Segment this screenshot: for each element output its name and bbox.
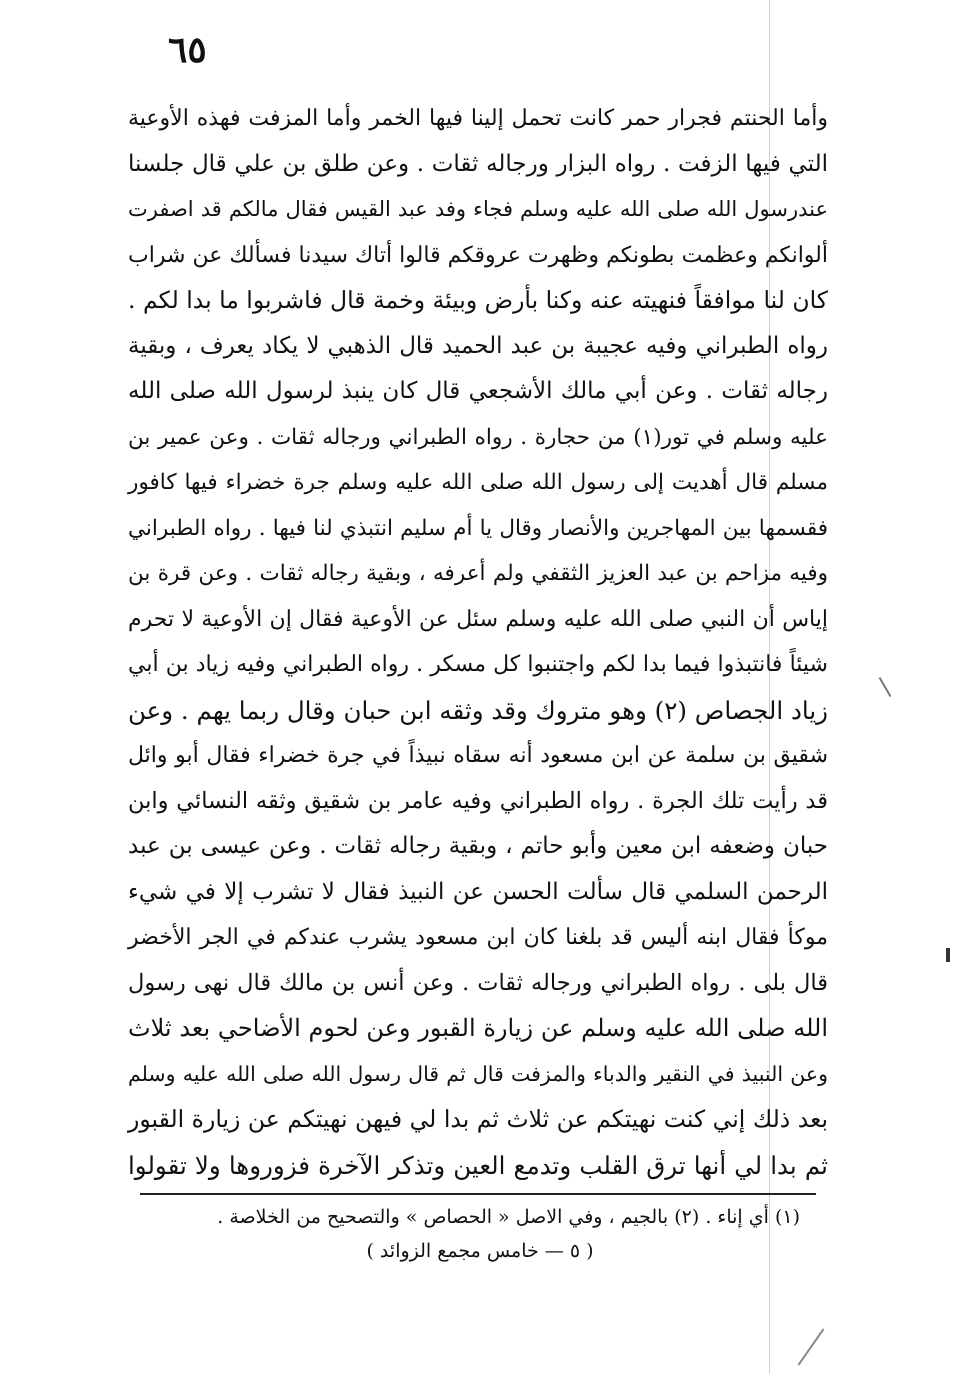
footnote: (١) أي إناء . (٢) بالجيم ، وفي الاصل « الحصاص » والتصحيح من الخلاصة . [217, 1206, 800, 1228]
text-line: عليه وسلم في تور(١) من حجارة . رواه الطبراني ورجاله ثقات . وعن عمير بن [128, 424, 828, 450]
text-line: كان لنا موافقاً فنهيته عنه وكنا بأرض وبيئة وخمة قال فاشربوا ما بدا لكم . [128, 286, 828, 314]
text-line: الرحمن السلمي قال سألت الحسن عن النبيذ فقال لا تشرب إلا في شيء [128, 878, 828, 905]
text-line: شقيق بن سلمة عن ابن مسعود أنه سقاه نبيذاً في جرة خضراء فقال أبو وائل [128, 743, 828, 768]
scan-artifact [879, 677, 892, 697]
text-line: ثم بدا لي أنها ترق القلب وتدمع العين وتذكر الآخرة فزوروها ولا تقولوا [128, 1150, 828, 1180]
text-line: التي فيها الزفت . رواه البزار ورجاله ثقات . وعن طلق بن علي قال جلسنا [128, 150, 828, 177]
scan-artifact [946, 948, 950, 962]
text-line: ألوانكم وعظمت بطونكم وظهرت عروقكم قالوا أتاك سيدنا فسألك عن شراب [128, 242, 828, 268]
text-line: الله صلى الله عليه وسلم عن زيارة القبور وعن لحوم الأضاحي بعد ثلاث [128, 1014, 828, 1042]
text-line: فقسمها بين المهاجرين والأنصار وقال يا أم سليم انتبذي لنا فيها . رواه الطبراني [128, 515, 828, 541]
text-line: بعد ذلك إني كنت نهيتكم عن ثلاث ثم بدا لي فيهن نهيتكم عن زيارة القبور [128, 1105, 828, 1133]
text-line: موكأ فقال ابنه أليس قد بلغنا كان ابن مسعود يشرب عندكم في الجر الأخضر [128, 925, 828, 950]
text-line: شيئاً فانتبذوا فيما بدا لكم واجتنبوا كل مسكر . رواه الطبراني وفيه زياد بن أبي [128, 652, 828, 677]
text-line: وعن النبيذ في النقير والدباء والمزفت قال ثم قال رسول الله صلى الله عليه وسلم [128, 1061, 828, 1086]
text-line: قد رأيت تلك الجرة . رواه الطبراني وفيه عامر بن شقيق وثقه النسائي وابن [128, 787, 828, 814]
page-number: ٦٥ [168, 29, 207, 71]
printer-signature: ( ٥ — خامس مجمع الزوائد ) [366, 1240, 594, 1262]
text-line: قال بلى . رواه الطبراني ورجاله ثقات . وعن أنس بن مالك قال نهى رسول [128, 969, 828, 996]
text-line: عندرسول الله صلى الله عليه وسلم فجاء وفد عبد القيس فقال مالكم قد اصفرت [128, 197, 828, 221]
text-line: إياس أن النبي صلى الله عليه وسلم سئل عن الأوعية فقال إن الأوعية لا تحرم [128, 606, 828, 632]
text-line: مسلم قال أهديت إلى رسول الله صلى الله عليه وسلم جرة خضراء فيها كافور [128, 470, 828, 495]
text-line: وأما الحنتم فجرار حمر كانت تحمل إلينا فيها الخمر وأما المزفت فهذه الأوعية [128, 106, 828, 131]
text-line: حبان وضعفه ابن معين وأبو حاتم ، وبقية رجاله ثقات . وعن عيسى بن عبد [128, 833, 828, 859]
text-line: رواه الطبراني وفيه عجيبة بن عبد الحميد قال الذهبي لا يكاد يعرف ، وبقية [128, 332, 828, 359]
footnote-divider [140, 1193, 816, 1195]
text-line: رجاله ثقات . وعن أبي مالك الأشجعي قال كان ينبذ لرسول الله صلى الله [128, 378, 828, 404]
text-line: زياد الجصاص (٢) وهو متروك وقد وثقه ابن حبان وقال ربما يهم . وعن [128, 695, 828, 725]
main-text-block [128, 96, 828, 1188]
text-line: وفيه مزاحم بن عبد العزيز الثقفي ولم أعرفه ، وبقية رجاله ثقات . وعن قرة بن [128, 561, 828, 586]
scan-artifact [798, 1328, 825, 1365]
